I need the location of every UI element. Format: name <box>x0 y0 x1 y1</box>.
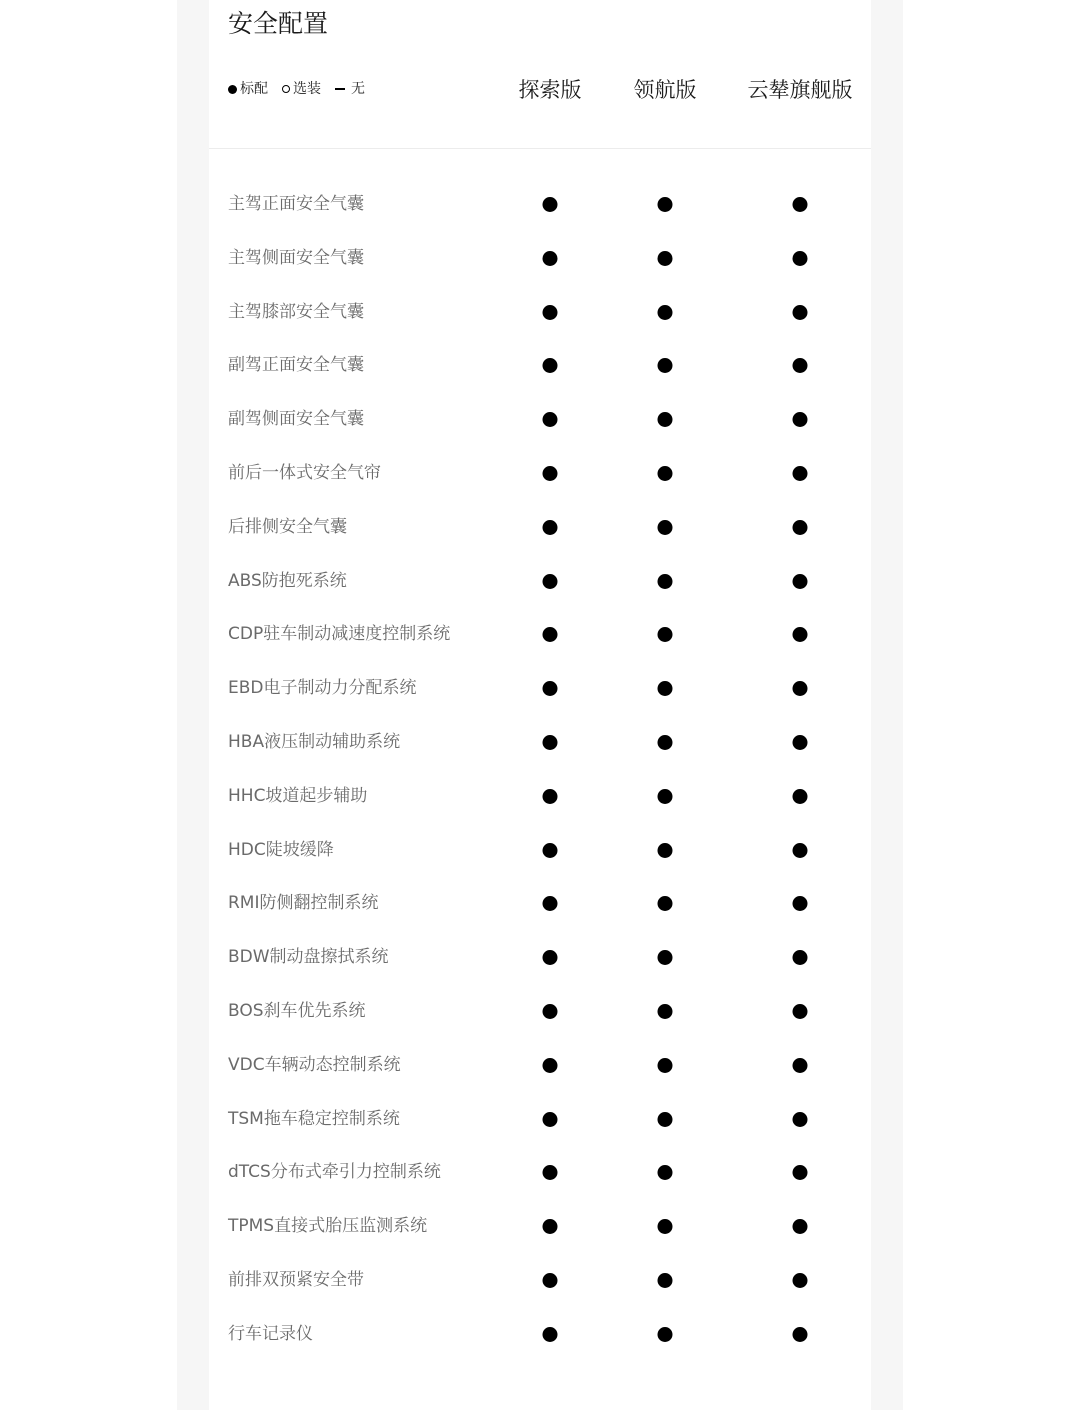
feature-label: ABS防抱死系统 <box>228 570 347 591</box>
standard-dot-icon <box>793 1112 808 1127</box>
column-header-explore: 探索版 <box>518 78 582 102</box>
legend-standard-label: 标配 <box>240 81 268 97</box>
standard-dot-icon <box>658 412 673 427</box>
standard-dot-icon <box>658 1219 673 1234</box>
feature-label: 后排侧安全气囊 <box>228 516 347 537</box>
table-row <box>209 447 871 501</box>
standard-dot-icon <box>658 1165 673 1180</box>
table-row <box>209 1200 871 1254</box>
safety-config-card <box>209 0 871 1410</box>
feature-label: 行车记录仪 <box>228 1323 313 1344</box>
standard-dot-icon <box>793 896 808 911</box>
feature-label: CDP驻车制动减速度控制系统 <box>228 624 451 645</box>
dash-icon <box>335 88 345 90</box>
standard-dot-icon <box>658 197 673 212</box>
standard-dot-icon <box>658 1112 673 1127</box>
standard-dot-icon <box>658 1058 673 1073</box>
feature-label: BOS刹车优先系统 <box>228 1000 366 1021</box>
section-title: 安全配置 <box>228 9 329 38</box>
standard-dot-icon <box>543 251 558 266</box>
table-row <box>209 1146 871 1200</box>
header-divider <box>209 148 871 149</box>
standard-dot-icon <box>793 1219 808 1234</box>
table-row <box>209 824 871 878</box>
standard-dot-icon <box>543 1273 558 1288</box>
standard-dot-icon <box>658 466 673 481</box>
table-row <box>209 662 871 716</box>
standard-dot-icon <box>543 789 558 804</box>
standard-dot-icon <box>543 627 558 642</box>
table-row <box>209 931 871 985</box>
standard-dot-icon <box>658 627 673 642</box>
standard-dot-icon <box>658 950 673 965</box>
filled-dot-icon <box>228 85 237 94</box>
feature-label: 主驾膝部安全气囊 <box>228 301 364 322</box>
table-row <box>209 1308 871 1362</box>
standard-dot-icon <box>658 574 673 589</box>
standard-dot-icon <box>793 197 808 212</box>
feature-label: VDC车辆动态控制系统 <box>228 1054 401 1075</box>
standard-dot-icon <box>543 412 558 427</box>
feature-label: RMI防侧翻控制系统 <box>228 893 379 914</box>
table-row <box>209 286 871 340</box>
standard-dot-icon <box>793 305 808 320</box>
table-row <box>209 555 871 609</box>
standard-dot-icon <box>793 466 808 481</box>
standard-dot-icon <box>543 305 558 320</box>
feature-label: HDC陡坡缓降 <box>228 839 334 860</box>
standard-dot-icon <box>793 950 808 965</box>
table-row <box>209 1039 871 1093</box>
standard-dot-icon <box>793 1004 808 1019</box>
legend-none <box>335 78 365 100</box>
feature-label: 副驾正面安全气囊 <box>228 355 364 376</box>
standard-dot-icon <box>793 1273 808 1288</box>
table-row <box>209 716 871 770</box>
standard-dot-icon <box>793 358 808 373</box>
standard-dot-icon <box>658 843 673 858</box>
feature-label: TSM拖车稳定控制系统 <box>228 1108 400 1129</box>
legend-optional-label: 选装 <box>293 81 321 97</box>
standard-dot-icon <box>793 735 808 750</box>
standard-dot-icon <box>658 251 673 266</box>
standard-dot-icon <box>543 1112 558 1127</box>
standard-dot-icon <box>543 1058 558 1073</box>
standard-dot-icon <box>793 843 808 858</box>
standard-dot-icon <box>658 1327 673 1342</box>
standard-dot-icon <box>543 574 558 589</box>
standard-dot-icon <box>543 1219 558 1234</box>
standard-dot-icon <box>658 896 673 911</box>
standard-dot-icon <box>793 574 808 589</box>
table-row <box>209 501 871 555</box>
standard-dot-icon <box>543 466 558 481</box>
standard-dot-icon <box>793 1058 808 1073</box>
table-row <box>209 232 871 286</box>
table-row <box>209 608 871 662</box>
standard-dot-icon <box>793 627 808 642</box>
table-row <box>209 1093 871 1147</box>
table-row <box>209 339 871 393</box>
table-row <box>209 877 871 931</box>
table-row <box>209 178 871 232</box>
legend-none-label: 无 <box>351 81 365 97</box>
legend-optional <box>282 78 321 100</box>
feature-label: 前排双预紧安全带 <box>228 1269 364 1290</box>
standard-dot-icon <box>658 789 673 804</box>
feature-label: EBD电子制动力分配系统 <box>228 678 417 699</box>
standard-dot-icon <box>543 358 558 373</box>
feature-label: 主驾正面安全气囊 <box>228 194 364 214</box>
standard-dot-icon <box>543 1327 558 1342</box>
standard-dot-icon <box>543 197 558 212</box>
standard-dot-icon <box>793 520 808 535</box>
standard-dot-icon <box>543 843 558 858</box>
hollow-dot-icon <box>282 85 290 93</box>
table-row <box>209 770 871 824</box>
standard-dot-icon <box>793 789 808 804</box>
standard-dot-icon <box>543 896 558 911</box>
table-row <box>209 985 871 1039</box>
feature-label: HBA液压制动辅助系统 <box>228 731 401 752</box>
feature-label: TPMS直接式胎压监测系统 <box>228 1216 428 1237</box>
feature-label: 主驾侧面安全气囊 <box>228 247 364 268</box>
column-header-flagship: 云辇旗舰版 <box>747 78 853 102</box>
standard-dot-icon <box>658 735 673 750</box>
column-header-pilot: 领航版 <box>633 78 697 102</box>
table-row <box>209 393 871 447</box>
feature-label: 副驾侧面安全气囊 <box>228 409 364 430</box>
standard-dot-icon <box>543 1004 558 1019</box>
standard-dot-icon <box>658 305 673 320</box>
standard-dot-icon <box>793 412 808 427</box>
standard-dot-icon <box>658 520 673 535</box>
standard-dot-icon <box>793 1165 808 1180</box>
standard-dot-icon <box>543 735 558 750</box>
feature-table <box>209 178 871 1362</box>
legend-standard <box>228 78 268 100</box>
standard-dot-icon <box>793 251 808 266</box>
standard-dot-icon <box>658 1273 673 1288</box>
standard-dot-icon <box>543 950 558 965</box>
standard-dot-icon <box>658 358 673 373</box>
standard-dot-icon <box>543 681 558 696</box>
standard-dot-icon <box>658 681 673 696</box>
standard-dot-icon <box>658 1004 673 1019</box>
feature-label: BDW制动盘擦拭系统 <box>228 947 389 968</box>
table-row <box>209 1254 871 1308</box>
standard-dot-icon <box>543 520 558 535</box>
standard-dot-icon <box>543 1165 558 1180</box>
standard-dot-icon <box>793 1327 808 1342</box>
standard-dot-icon <box>793 681 808 696</box>
feature-label: HHC坡道起步辅助 <box>228 785 368 806</box>
legend <box>228 78 379 100</box>
feature-label: dTCS分布式牵引力控制系统 <box>228 1162 441 1183</box>
feature-label: 前后一体式安全气帘 <box>228 462 381 483</box>
